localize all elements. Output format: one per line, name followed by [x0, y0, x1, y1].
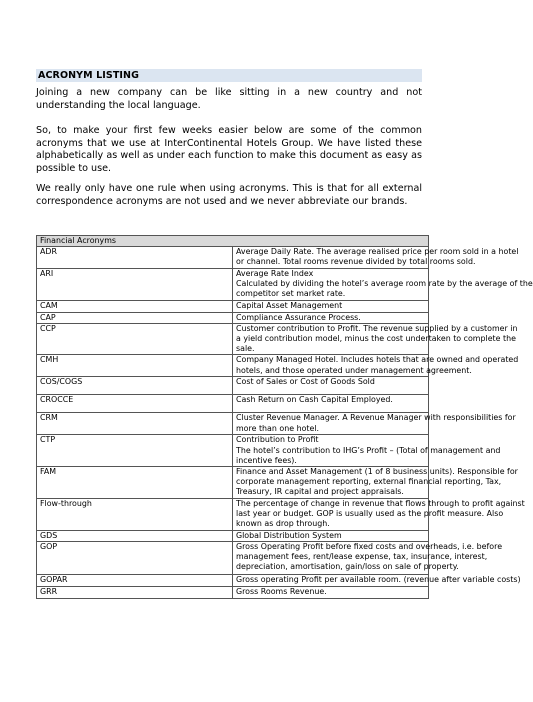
table-row [37, 323, 429, 355]
acronym-term: Flow-through [37, 499, 233, 531]
table-row [37, 435, 429, 467]
definition-line: Cluster Revenue Manager. A Revenue Manager with responsibilities for [236, 413, 516, 423]
acronym-definition [233, 355, 519, 377]
definition-line: Company Managed Hotel. Includes hotels that are owned and operated [236, 355, 519, 365]
acronym-definition [233, 300, 429, 312]
acronym-term: CROCCE [37, 395, 233, 413]
definition-line: a yield contribution model, minus the cost undertaken to complete the [236, 334, 516, 344]
table-caption-row [37, 236, 429, 247]
table-row [37, 467, 429, 499]
definition-line: incentive fees). [236, 455, 297, 465]
acronym-term: FAM [37, 467, 233, 499]
table-caption: Financial Acronyms [37, 236, 429, 247]
definition-line: competitor set market rate. [236, 289, 346, 299]
acronym-definition [233, 395, 429, 413]
acronym-definition [233, 574, 521, 586]
table-row [37, 574, 429, 586]
acronym-definition [233, 247, 519, 268]
table-row [37, 268, 429, 300]
table-row [37, 312, 429, 323]
acronym-definition [233, 541, 503, 574]
definition-line: corporate management reporting, external financial reporting, Tax, [236, 477, 502, 487]
acronym-definition [233, 530, 429, 541]
acronym-definition [233, 377, 429, 395]
definition-line: or channel. Total rooms revenue divided by total rooms sold. [236, 257, 476, 267]
table-row [37, 541, 429, 574]
definition-line: Treasury, IR capital and project appraisals. [236, 487, 404, 497]
table-row [37, 499, 429, 531]
acronym-definition [233, 467, 518, 499]
definition-line: Global Distribution System [236, 530, 342, 540]
acronym-term: GOPAR [37, 574, 233, 586]
purpose-paragraph: So, to make your first few weeks easier below are some of the common acronyms that we use at InterContinental Hotels Group. We have listed these alphabetically as well as under each function to make this document as easy as possible to use. [36, 125, 422, 174]
intro-paragraph: Joining a new company can be like sitting in a new country and not understanding the local language. [36, 87, 422, 111]
acronym-term: ARI [37, 268, 233, 300]
definition-line: Average Daily Rate. The average realised price per room sold in a hotel [236, 247, 519, 257]
table-row [37, 413, 429, 435]
acronym-term: CMH [37, 355, 233, 377]
definition-line: Cash Return on Cash Capital Employed. [236, 395, 393, 405]
definition-line: sale. [236, 344, 255, 354]
definition-line: management fees, rent/lease expense, tax, insurance, interest, [236, 552, 488, 562]
acronym-term: CRM [37, 413, 233, 435]
rule-paragraph: We really only have one rule when using acronyms. This is that for all external correspondence acronyms are not used and we never abbreviate our brands. [36, 183, 422, 207]
definition-line: Capital Asset Management [236, 300, 343, 310]
acronym-definition [233, 435, 501, 467]
definition-line: The percentage of change in revenue that flows through to profit against [236, 499, 525, 509]
table-row [37, 586, 429, 598]
acronym-definition [233, 323, 518, 355]
definition-line: Customer contribution to Profit. The revenue supplied by a customer in [236, 323, 518, 333]
definition-line: Gross Operating Profit before fixed costs and overheads, i.e. before [236, 541, 503, 551]
acronym-term: CCP [37, 323, 233, 355]
definition-line: Average Rate Index [236, 268, 314, 278]
definition-line: Contribution to Profit [236, 435, 319, 445]
definition-line: Gross Rooms Revenue. [236, 586, 327, 596]
acronym-term: CAP [37, 312, 233, 323]
table-row [37, 395, 429, 413]
acronym-definition [233, 268, 533, 300]
acronym-term: GRR [37, 586, 233, 598]
definition-line: more than one hotel. [236, 423, 320, 433]
definition-line: Finance and Asset Management (1 of 8 business units). Responsible for [236, 467, 518, 477]
table-row [37, 247, 429, 268]
table-row [37, 377, 429, 395]
acronym-term: GOP [37, 541, 233, 574]
definition-line: Gross operating Profit per available room. (revenue after variable costs) [236, 574, 521, 584]
table-row [37, 355, 429, 377]
acronym-term: COS/COGS [37, 377, 233, 395]
acronym-definition [233, 312, 429, 323]
acronym-definition [233, 586, 429, 598]
table-row [37, 300, 429, 312]
acronym-term: GDS [37, 530, 233, 541]
acronym-term: CAM [37, 300, 233, 312]
definition-line: last year or budget. GOP is usually used as the profit measure. Also [236, 509, 504, 519]
definition-line: known as drop through. [236, 519, 330, 529]
financial-acronyms-table [36, 235, 533, 599]
acronym-definition [233, 499, 525, 531]
acronym-term: ADR [37, 247, 233, 268]
definition-line: Compliance Assurance Process. [236, 312, 361, 322]
definition-line: The hotel’s contribution to IHG’s Profit – (Total of management and [236, 445, 501, 455]
definition-line: Calculated by dividing the hotel’s average room rate by the average of the [236, 278, 533, 288]
acronym-term: CTP [37, 435, 233, 467]
definition-line: hotels, and those operated under management agreement. [236, 365, 472, 375]
acronym-definition [233, 413, 516, 435]
table-row [37, 530, 429, 541]
page-heading: ACRONYM LISTING [36, 69, 422, 82]
definition-line: depreciation, amortisation, gain/loss on sale of property. [236, 562, 459, 572]
definition-line: Cost of Sales or Cost of Goods Sold [236, 377, 375, 387]
